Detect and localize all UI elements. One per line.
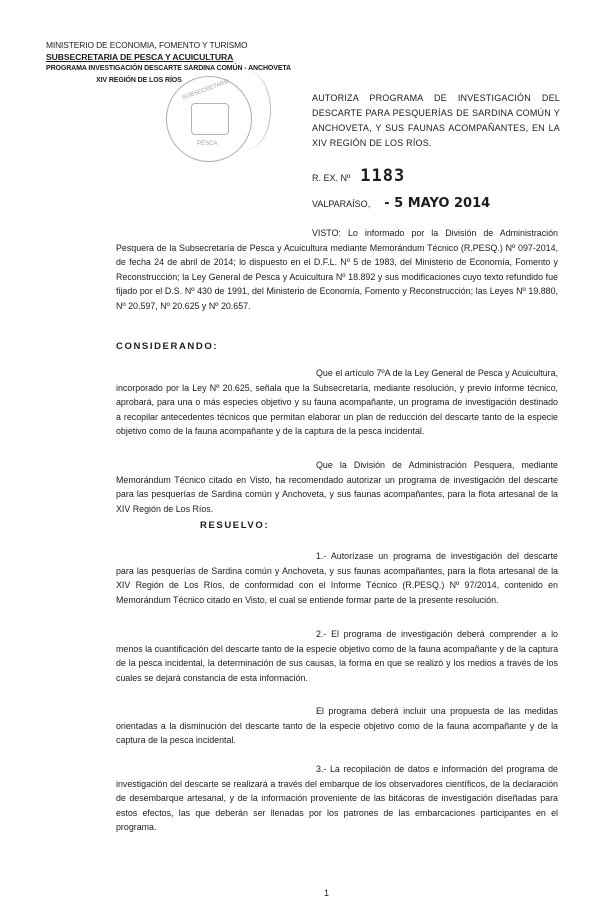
region-name: XIV REGIÓN DE LOS RÍOS [96, 76, 182, 84]
ministry-name: MINISTERIO DE ECONOMIA, FOMENTO Y TURISMO [46, 40, 248, 50]
resolution-label: R. EX. Nº [312, 173, 351, 183]
resolution-number [312, 166, 405, 186]
page-number: 1 [324, 888, 330, 898]
considerando-text-2: Que la División de Administración Pesquera, mediante Memorándum Técnico citado en Visto, ha recomendado autorizar un programa de investigación del descarte para las pesquerías de Sardina común y Anchoveta, y sus faunas acompañantes, para la flota artesanal de la XIV Región de Los Ríos. [116, 460, 558, 514]
program-name: PROGRAMA INVESTIGACIÓN DESCARTE SARDINA COMÚN - ANCHOVETA [46, 65, 292, 72]
resuelvo-heading: RESUELVO: [200, 520, 270, 531]
considerando-paragraph-2 [116, 458, 558, 516]
resuelvo-text-1: 1.- Autorízase un programa de investigación del descarte para las pesquerías de Sardina común y Anchoveta, y sus faunas acompañantes, para la flota artesanal de la XIV Región de Los Ríos, de conformidad con el Informe Técnico (R.PESQ.) Nº 97/2014, contenido en Memorándum Técnico citado en Visto, el cual se entiende formar parte de la presente resolución. [116, 551, 558, 605]
subsecretaria-name: SUBSECRETARIA DE PESCA Y ACUICULTURA [46, 51, 234, 62]
considerando-paragraph-1 [116, 366, 558, 439]
resuelvo-text-2: 2.- El programa de investigación deberá comprender a lo menos la cuantificación del descarte tanto de la especie objetivo como de la fauna acompañante y de la captura de la pesca incidental, la determinación de sus causas, la forma en que se realizó y los medios a través de los cuales se dejará constancia de esta información. [116, 629, 558, 683]
resuelvo-paragraph-3 [116, 704, 558, 748]
visto-lead: VISTO: [312, 228, 341, 238]
resuelvo-paragraph-4 [116, 762, 558, 835]
resuelvo-text-3: El programa deberá incluir una propuesta de las medidas orientadas a la disminución del descarte tanto de la especie objetivo como de la fauna acompañante y de la captura de la pesca incidental. [116, 706, 558, 745]
considerando-text-1: Que el artículo 7ºA de la Ley General de Pesca y Acuicultura, incorporado por la Ley Nº 20.625, señala que la Subsecretaría, mediante resolución, y previo informe técnico, aprobará, para una o más especies objetivo y su fauna acompañante, un programa de investigación destinado a recopilar antecedentes técnicos que permitan elaborar un plan de reducción del descarte tanto de la especie objetivo como de la fauna acompañante y de la captura de la pesca incidental. [116, 368, 558, 436]
visto-paragraph [116, 226, 558, 313]
seal-text-bottom: PESCA [197, 141, 218, 147]
considerando-heading: CONSIDERANDO: [116, 341, 219, 352]
place-date [312, 196, 490, 211]
date-stamp: - 5 MAYO 2014 [384, 196, 491, 211]
resuelvo-paragraph-2 [116, 627, 558, 685]
document-title: AUTORIZA PROGRAMA DE INVESTIGACIÓN DEL DESCARTE PARA PESQUERÍAS DE SARDINA COMÚN Y ANCHOVETA, Y SUS FAUNAS ACOMPAÑANTES, EN LA XIV REGIÓN DE LOS RÍOS. [312, 93, 560, 148]
resuelvo-paragraph-1 [116, 549, 558, 607]
seal-text-top: SUBSECRETARIA [181, 78, 231, 102]
seal-arc [220, 70, 271, 150]
visto-text: Lo informado por la División de Administración Pesquera de la Subsecretaría de Pesca y Acuicultura mediante Memorándum Técnico (R.PESQ.) Nº 097-2014, de fecha 24 de abril de 2014; lo dispuesto en el D.F.L. Nº 5 de 1983, del Ministerio de Economía, Fomento y Reconstrucción; la Ley General de Pesca y Acuicultura Nº 18.892 y sus modificaciones cuyo texto refundido fue fijado por el D.S. Nº 430 de 1991, del Ministerio de Economía, Fomento y Reconstrucción; las Leyes Nº 19.880, Nº 20.597, Nº 20.625 y Nº 20.657. [116, 228, 558, 311]
resuelvo-text-4: 3.- La recopilación de datos e información del programa de investigación del descarte se realizará a través del embarque de los observadores científicos, de la declaración de desembarque artesanal, y de la información proveniente de las bitácoras de investigación diseñadas para estos efectos, las que deberán ser llenadas por los patrones de las embarcaciones participantes en el programa. [116, 764, 558, 832]
resolution-value: 1183 [360, 166, 406, 186]
city: VALPARAÍSO, [312, 199, 371, 209]
